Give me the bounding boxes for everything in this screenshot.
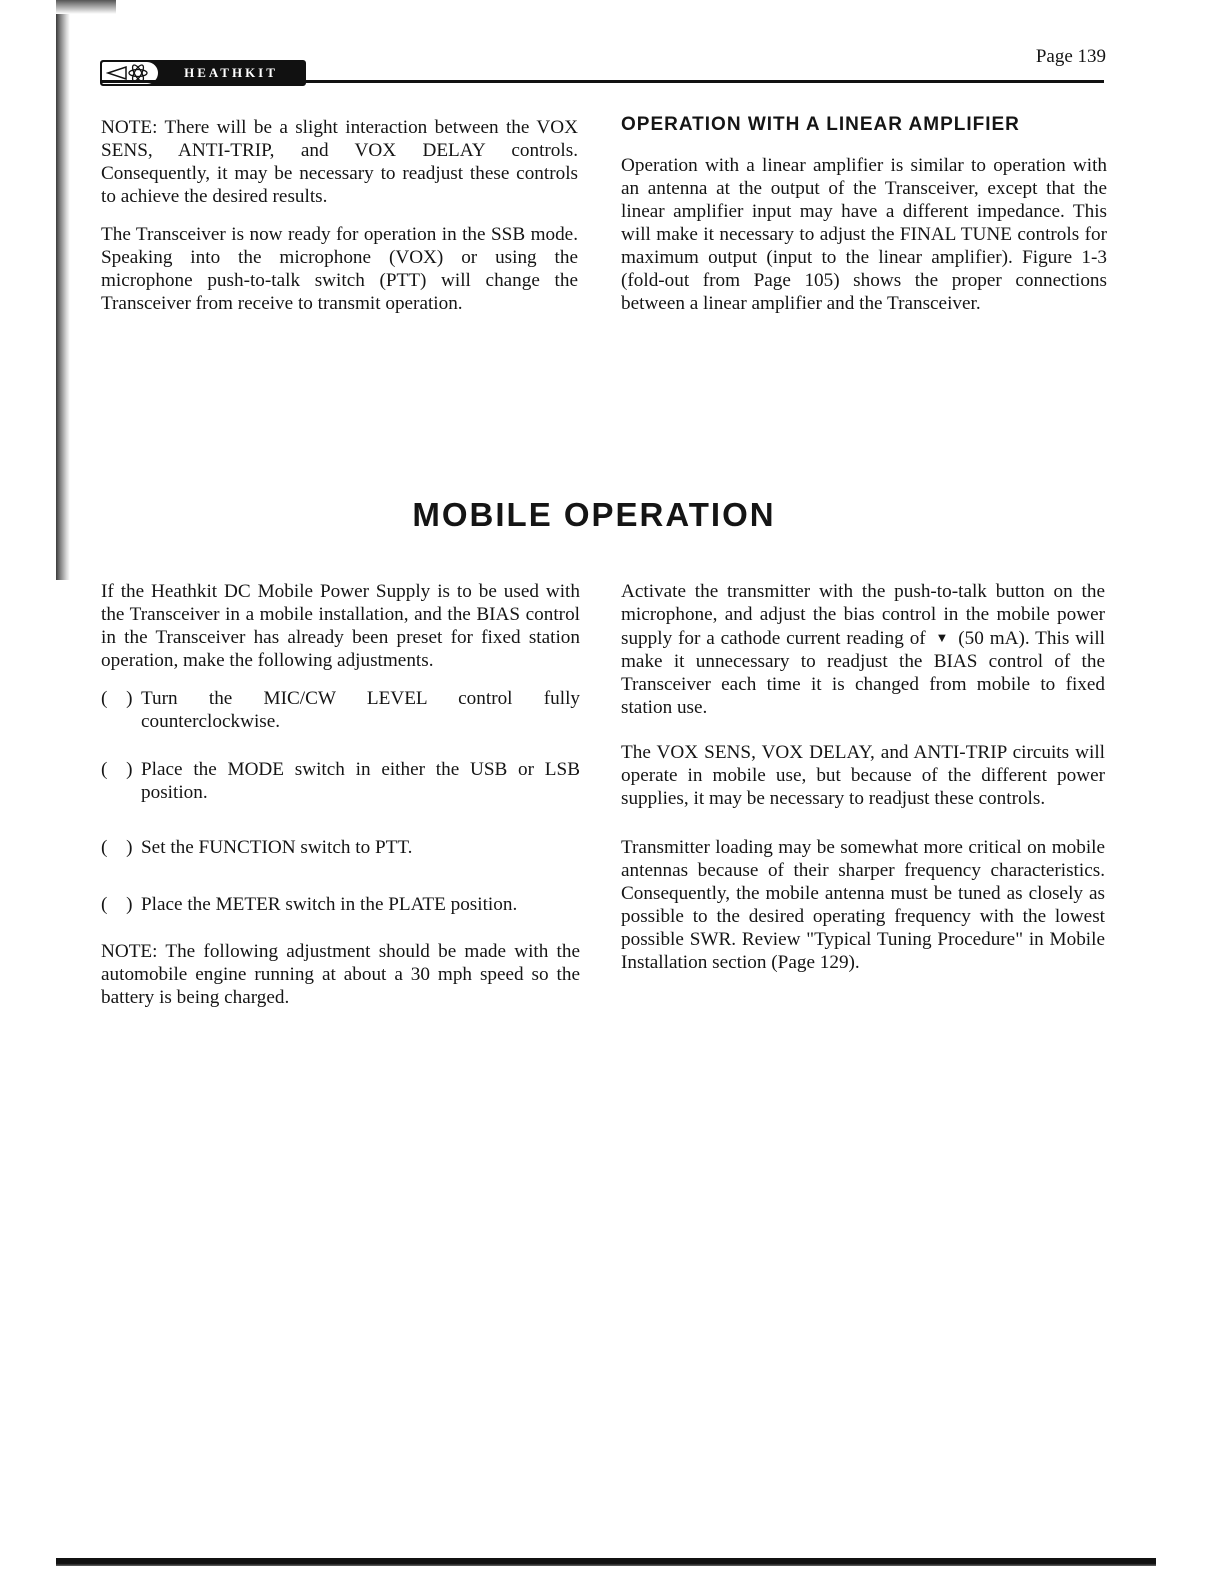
top-left-column (101, 116, 578, 330)
activate-paragraph (621, 580, 1105, 719)
step-item (101, 836, 580, 859)
binding-shadow (56, 0, 70, 580)
brand-name: HEATHKIT (184, 65, 278, 80)
meter-marker-icon: ▼ (935, 630, 949, 645)
bottom-left-column (101, 580, 580, 1024)
step-checkbox: ( ) (101, 759, 140, 780)
engine-note: NOTE: The following adjustment should be made with the automobile engine running at about a 30 mph speed so the battery is being charged. (101, 941, 580, 1008)
activate-text: Activate the transmitter with the push-to-talk button on the microphone, and adjust the bias control in the mobile power supply for a cathode current reading of (621, 581, 1105, 649)
top-right-column (621, 113, 1107, 330)
binding-corner (56, 0, 116, 14)
step-checkbox: ( ) (101, 894, 140, 915)
step-text: Turn the MIC/CW LEVEL control fully counterclockwise. (141, 688, 580, 732)
step-checkbox: ( ) (101, 688, 140, 709)
vox-paragraph: The VOX SENS, VOX DELAY, and ANTI-TRIP circuits will operate in mobile use, but because of the different power supplies, it may be necessary to readjust these controls. (621, 742, 1105, 809)
footer-rule (56, 1558, 1156, 1566)
ready-paragraph: The Transceiver is now ready for operation in the SSB mode. Speaking into the microphone (VOX) or using the microphone push-to-talk switch (PTT) will change the Transceiver from receive to transmit operation. (101, 224, 578, 314)
linear-amplifier-heading: OPERATION WITH A LINEAR AMPLIFIER (621, 114, 1020, 135)
step-checkbox: ( ) (101, 837, 140, 858)
loading-paragraph: Transmitter loading may be somewhat more critical on mobile antennas because of their sharper frequency characteristics. Consequently, the mobile antenna must be tuned as closely as possible to the desired operating frequency with the lowest possible SWR. Review "Typical Tuning Procedure" in Mobile Installation section (Page 129). (621, 837, 1105, 973)
step-item (101, 893, 580, 916)
step-text: Set the FUNCTION switch to PTT. (141, 837, 413, 858)
step-item (101, 758, 580, 804)
mobile-operation-heading: MOBILE OPERATION (412, 496, 776, 533)
interaction-note: NOTE: There will be a slight interaction between the VOX SENS, ANTI-TRIP, and VOX DELAY controls. Consequently, it may be necessary to readjust these controls to achieve the desired results. (101, 117, 578, 207)
header-rule (100, 80, 1104, 83)
step-item (101, 687, 580, 733)
page-number: Page 139 (1035, 46, 1106, 67)
bottom-right-column (621, 580, 1105, 989)
step-text: Place the MODE switch in either the USB or LSB position. (141, 759, 580, 803)
activate-text-continued: (50 mA). This will make it unnecessary to readjust the BIAS control of the Transceiver each time it is changed from mobile to fixed station use. (621, 628, 1105, 718)
linear-amplifier-paragraph: Operation with a linear amplifier is similar to operation with an antenna at the output of the Transceiver, except that the linear amplifier input may have a different impedance. This will make it necessary to adjust the FINAL TUNE controls for maximum output (input to the linear amplifier). Figure 1-3 (fold-out from Page 105) shows the proper connections between a linear amplifier and the Transceiver. (621, 155, 1107, 314)
mobile-intro-paragraph: If the Heathkit DC Mobile Power Supply is to be used with the Transceiver in a mobile installation, and the BIAS control in the Transceiver has already been preset for fixed station operation, make the following adjustments. (101, 581, 580, 671)
step-text: Place the METER switch in the PLATE position. (141, 894, 518, 915)
